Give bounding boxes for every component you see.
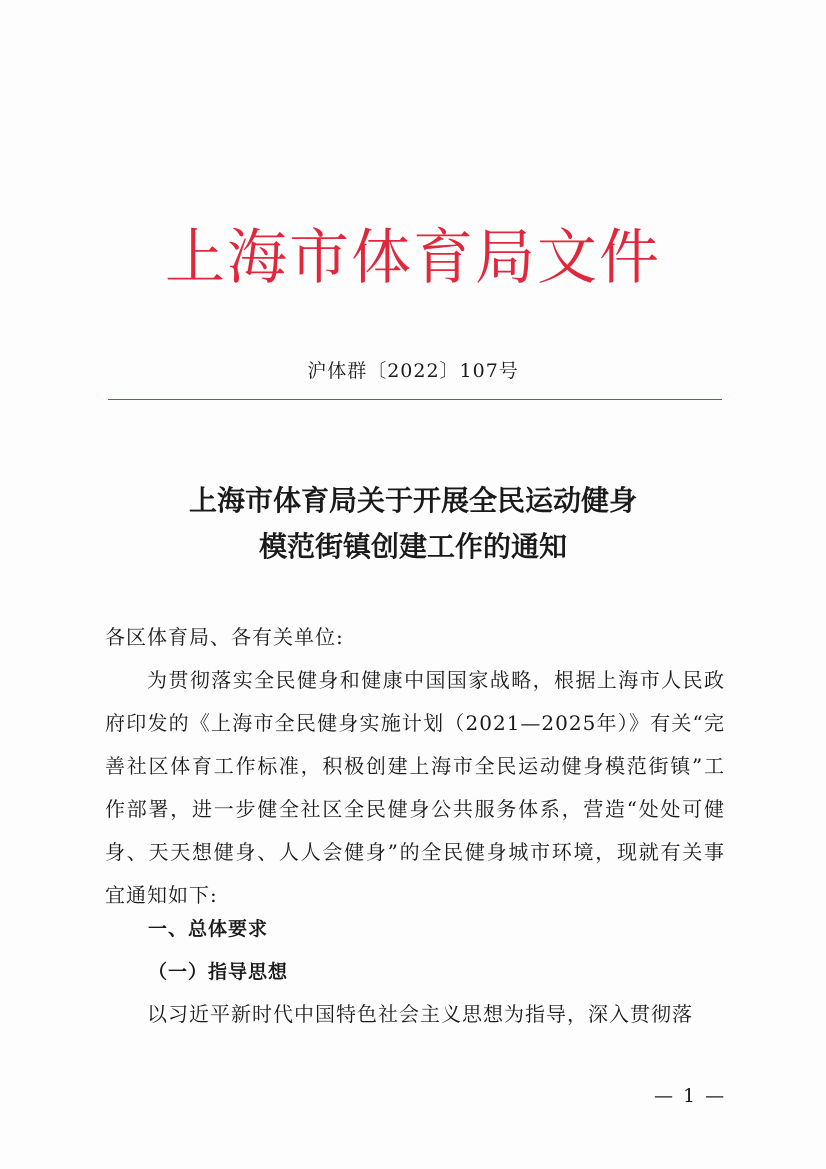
section-heading: 一、总体要求 (148, 918, 269, 940)
page-number: — 1 — (654, 1085, 727, 1107)
document-number: 沪体群〔2022〕107号 (307, 360, 519, 382)
document-title (0, 478, 826, 570)
salutation: 各区体育局、各有关单位: (105, 625, 344, 649)
section-body-text: 以习近平新时代中国特色社会主义思想为指导，深入贯彻落 (147, 1002, 693, 1026)
document-title-line-2: 模范街镇创建工作的通知 (258, 530, 567, 563)
intro-paragraph: 为贯彻落实全民健身和健康中国国家战略，根据上海市人民政府印发的《上海市全民健身实施计划（2021—2025年）》有关“完善社区体育工作标准，积极创建上海市全民运动健身模范街镇”工作部署，进一步健全社区全民健身公共服务体系，营造“处处可健身、天天想健身、人人会健身”的全民健身城市环境，现就有关事宜通知如下: (105, 668, 725, 907)
document-title-line-1: 上海市体育局关于开展全民运动健身 (188, 484, 637, 517)
issuing-authority-header: 上海市体育局文件 (165, 223, 661, 293)
red-separator-line (108, 399, 722, 400)
subsection-heading: （一）指导思想 (148, 961, 289, 983)
